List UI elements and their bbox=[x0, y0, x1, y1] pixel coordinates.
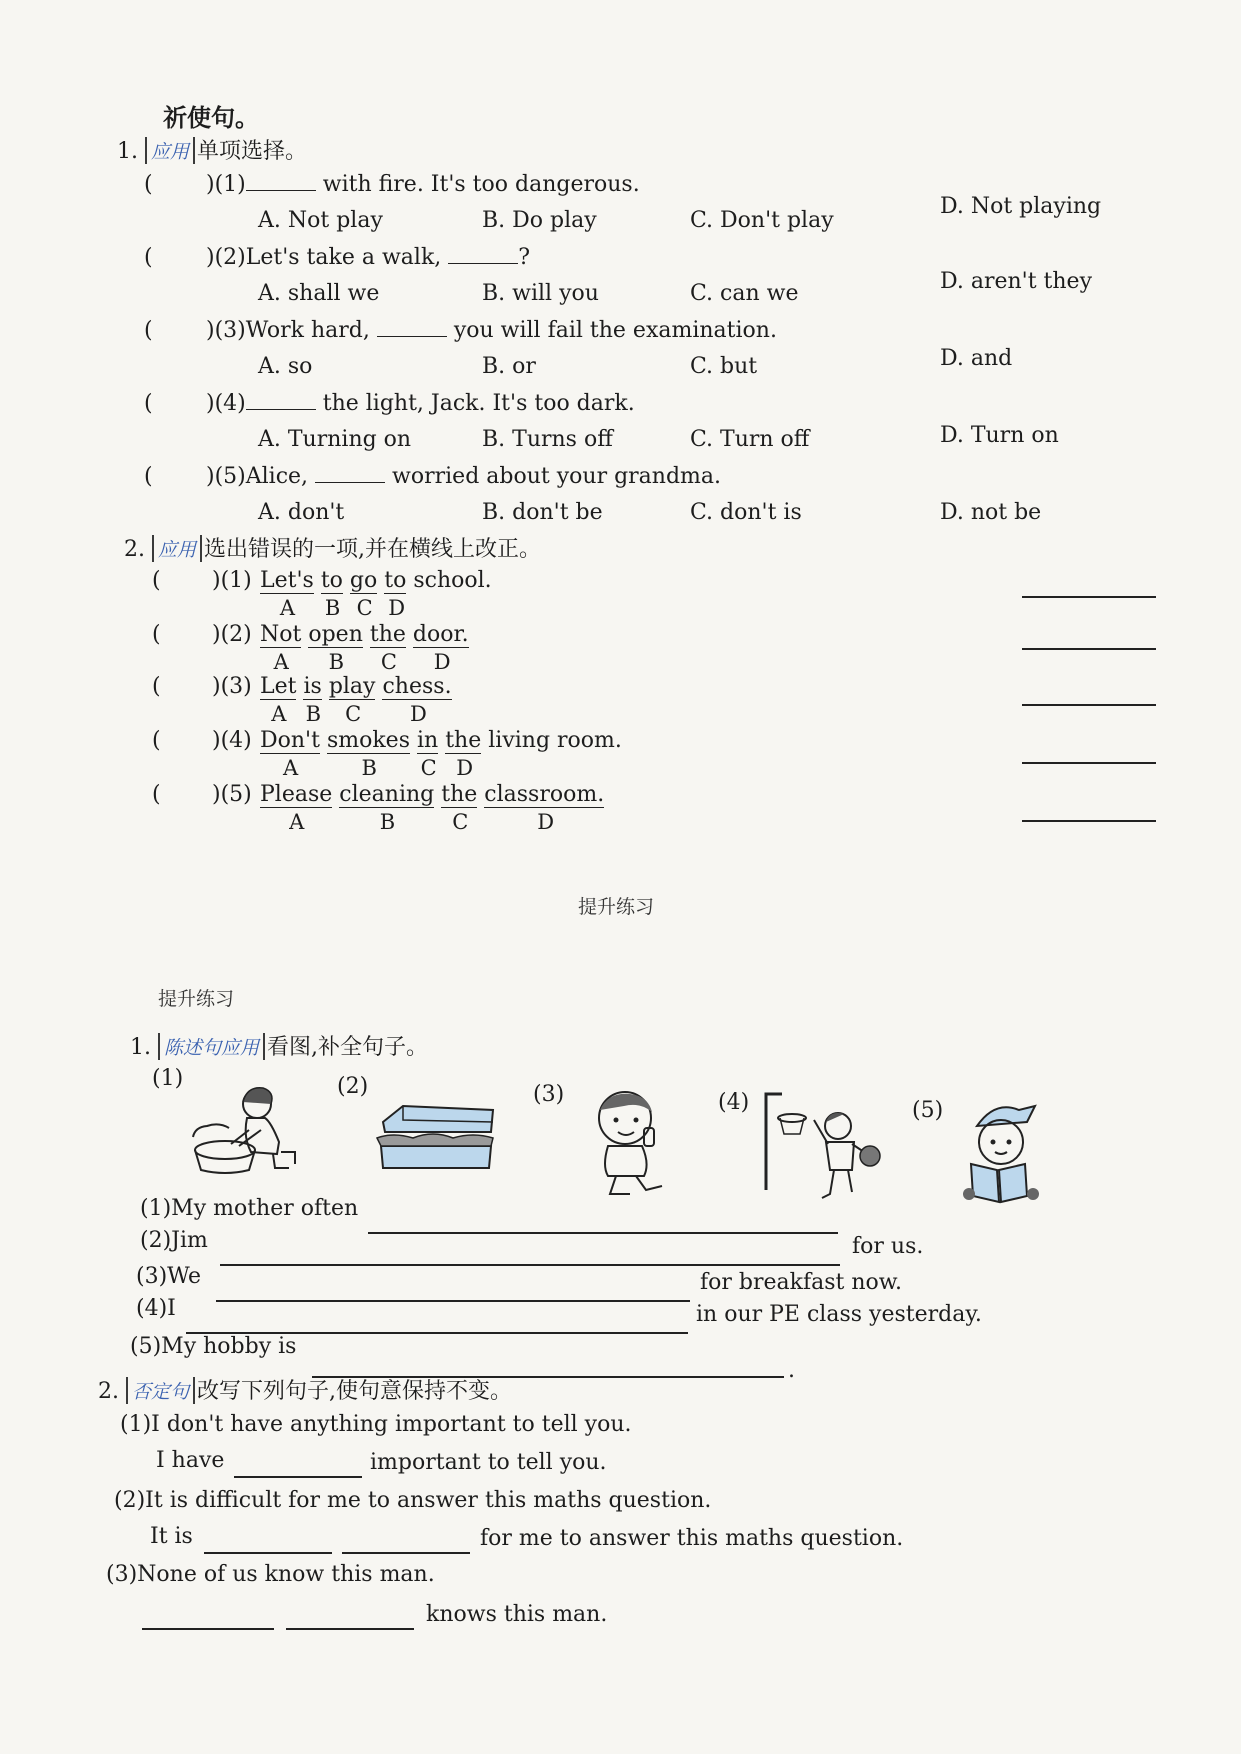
question-instruction: 单项选择。 bbox=[197, 139, 308, 164]
question-text-after: the light, Jack. It's too dark. bbox=[315, 391, 635, 416]
rewrite-blank[interactable] bbox=[204, 1552, 332, 1554]
choice-letter-a: A bbox=[289, 810, 305, 834]
boy-phone-picture bbox=[580, 1086, 680, 1201]
section-title: 提升练习 bbox=[158, 988, 235, 1010]
answer-blank[interactable] bbox=[315, 464, 385, 483]
question-tag: 应用 bbox=[145, 137, 195, 164]
choice-letter-d: D bbox=[456, 756, 474, 780]
question-line bbox=[206, 391, 635, 416]
answer-line[interactable] bbox=[220, 1264, 840, 1266]
question-line bbox=[206, 172, 640, 197]
option-d[interactable]: D. not be bbox=[940, 500, 1042, 525]
question-text-before: Alice, bbox=[245, 464, 316, 489]
question-number-label: )(3) bbox=[206, 318, 246, 343]
question-number: 1. bbox=[117, 139, 138, 164]
underlined-word: Don't bbox=[260, 728, 320, 753]
option-d[interactable]: D. Turn on bbox=[940, 423, 1059, 448]
option-a[interactable]: A. Turning on bbox=[258, 427, 412, 452]
underlined-word: Please bbox=[260, 782, 333, 807]
sentence-prefix: (2)Jim bbox=[140, 1228, 208, 1253]
sentence-word: school. bbox=[413, 568, 492, 593]
question-number-label: )(5) bbox=[212, 782, 252, 807]
option-b[interactable]: B. Do play bbox=[482, 208, 597, 233]
underlined-word: door. bbox=[412, 622, 469, 647]
answer-paren-open[interactable]: ( bbox=[144, 245, 153, 270]
question-tag: 应用 bbox=[152, 535, 202, 562]
option-d[interactable]: D. Not playing bbox=[940, 194, 1102, 219]
question-number: 2. bbox=[124, 537, 145, 562]
underlined-word: the bbox=[445, 728, 482, 753]
choice-letter-d: D bbox=[433, 650, 451, 674]
option-c[interactable]: C. but bbox=[690, 354, 758, 379]
choice-letter-c: C bbox=[356, 596, 373, 620]
sentence-line bbox=[260, 622, 469, 647]
question-number-label: )(2) bbox=[212, 622, 252, 647]
choice-letter-b: B bbox=[361, 756, 377, 780]
option-a[interactable]: A. so bbox=[258, 354, 313, 379]
section-title: 祈使句。 bbox=[163, 103, 259, 132]
question-2-header bbox=[98, 1374, 512, 1405]
underlined-word: to bbox=[384, 568, 407, 593]
correction-answer-line[interactable] bbox=[1022, 704, 1156, 706]
answer-paren-open[interactable]: ( bbox=[144, 172, 153, 197]
option-c[interactable]: C. Don't play bbox=[690, 208, 834, 233]
underlined-word: Let's bbox=[260, 568, 314, 593]
choice-letter-a: A bbox=[273, 650, 289, 674]
boy-reading-picture bbox=[945, 1098, 1050, 1213]
sentence-prefix: (1)My mother often bbox=[140, 1196, 359, 1221]
rewrite-prefix: I have bbox=[156, 1448, 225, 1473]
answer-blank[interactable] bbox=[246, 391, 316, 410]
question-number: 2. bbox=[98, 1379, 119, 1404]
option-a[interactable]: A. Not play bbox=[258, 208, 383, 233]
option-b[interactable]: B. or bbox=[482, 354, 536, 379]
picture-label-5: (5) bbox=[912, 1098, 944, 1123]
rewrite-suffix: important to tell you. bbox=[370, 1450, 607, 1475]
sentence-prefix: (5)My hobby is bbox=[130, 1334, 297, 1359]
answer-paren-open[interactable]: ( bbox=[144, 318, 153, 343]
original-sentence: (2)It is difficult for me to answer this maths question. bbox=[114, 1488, 712, 1513]
question-number: 1. bbox=[130, 1035, 151, 1060]
choice-letter-b: B bbox=[379, 810, 396, 834]
correction-answer-line[interactable] bbox=[1022, 820, 1156, 822]
choice-letter-d: D bbox=[537, 810, 555, 834]
option-b[interactable]: B. will you bbox=[482, 281, 599, 306]
question-text-after: with fire. It's too dangerous. bbox=[315, 172, 640, 197]
choice-letter-a: A bbox=[279, 596, 296, 620]
question-tag: 否定句 bbox=[126, 1377, 195, 1404]
answer-paren-open[interactable]: ( bbox=[152, 728, 161, 753]
question-number-label: )(4) bbox=[212, 728, 252, 753]
question-number-label: )(5) bbox=[206, 464, 246, 489]
sentence-suffix: . bbox=[788, 1358, 795, 1383]
sentence-line bbox=[260, 782, 604, 807]
question-text-before: Let's take a walk, bbox=[245, 245, 449, 270]
correction-answer-line[interactable] bbox=[1022, 762, 1156, 764]
choice-letters-row bbox=[260, 596, 580, 620]
sentence-line bbox=[260, 568, 492, 593]
option-c[interactable]: C. don't is bbox=[690, 500, 802, 525]
underlined-word: in bbox=[417, 728, 439, 753]
sentence-suffix: for breakfast now. bbox=[700, 1270, 902, 1295]
question-instruction: 看图,补全句子。 bbox=[267, 1035, 429, 1060]
sentence-word: living room. bbox=[488, 728, 622, 753]
question-number-label: )(4) bbox=[206, 391, 246, 416]
underlined-word: the bbox=[369, 622, 406, 647]
answer-line[interactable] bbox=[368, 1232, 838, 1234]
choice-letter-c: C bbox=[452, 810, 469, 834]
answer-paren-open[interactable]: ( bbox=[144, 391, 153, 416]
choice-letters-row bbox=[260, 810, 580, 834]
question-number-label: )(1) bbox=[212, 568, 252, 593]
choice-letters-row bbox=[260, 650, 580, 674]
sentence-prefix: (4)I bbox=[136, 1296, 176, 1321]
picture-label-1: (1) bbox=[152, 1066, 184, 1091]
choice-letter-d: D bbox=[410, 702, 427, 726]
underlined-word: to bbox=[320, 568, 343, 593]
rewrite-suffix: knows this man. bbox=[426, 1602, 608, 1627]
question-2-header bbox=[124, 532, 541, 563]
sentence-line bbox=[260, 728, 622, 753]
correction-answer-line[interactable] bbox=[1022, 596, 1156, 598]
picture-label-3: (3) bbox=[533, 1082, 565, 1107]
option-a[interactable]: A. don't bbox=[258, 500, 345, 525]
answer-paren-open[interactable]: ( bbox=[152, 782, 161, 807]
answer-paren-open[interactable]: ( bbox=[152, 568, 161, 593]
underlined-word: cleaning bbox=[339, 782, 435, 807]
question-text-before: Work hard, bbox=[245, 318, 377, 343]
underlined-word: Let bbox=[260, 674, 297, 699]
option-d[interactable]: D. aren't they bbox=[940, 269, 1093, 294]
choice-letter-d: D bbox=[388, 596, 406, 620]
choice-letter-c: C bbox=[380, 650, 397, 674]
answer-blank[interactable] bbox=[377, 318, 447, 337]
choice-letter-b: B bbox=[328, 650, 345, 674]
rewrite-blank[interactable] bbox=[286, 1628, 414, 1630]
answer-paren-open[interactable]: ( bbox=[144, 464, 153, 489]
sentence-line bbox=[260, 674, 452, 699]
question-tag: 陈述句应用 bbox=[158, 1033, 265, 1060]
original-sentence: (1)I don't have anything important to tell you. bbox=[120, 1412, 632, 1437]
sentence-suffix: in our PE class yesterday. bbox=[696, 1302, 982, 1327]
underlined-word: Not bbox=[260, 622, 302, 647]
washing-clothes-picture bbox=[185, 1082, 300, 1177]
choice-letters-row bbox=[260, 756, 580, 780]
answer-line[interactable] bbox=[216, 1300, 690, 1302]
correction-answer-line[interactable] bbox=[1022, 648, 1156, 650]
underlined-word: the bbox=[441, 782, 478, 807]
option-a[interactable]: A. shall we bbox=[258, 281, 380, 306]
underlined-word: is bbox=[303, 674, 322, 699]
option-b[interactable]: B. Turns off bbox=[482, 427, 613, 452]
option-c[interactable]: C. Turn off bbox=[690, 427, 810, 452]
rewrite-blank[interactable] bbox=[342, 1552, 470, 1554]
choice-letter-b: B bbox=[305, 702, 322, 726]
picture-label-4: (4) bbox=[718, 1090, 750, 1115]
answer-blank[interactable] bbox=[448, 245, 518, 264]
question-1-header bbox=[117, 134, 307, 165]
choice-letters-row bbox=[260, 702, 580, 726]
rewrite-suffix: for me to answer this maths question. bbox=[480, 1526, 904, 1551]
rewrite-prefix: It is bbox=[150, 1524, 193, 1549]
choice-letter-a: A bbox=[282, 756, 299, 780]
basketball-picture bbox=[760, 1090, 890, 1210]
underlined-word: go bbox=[349, 568, 378, 593]
rewrite-blank[interactable] bbox=[234, 1476, 362, 1478]
picture-label-2: (2) bbox=[337, 1074, 369, 1099]
sandwich-picture bbox=[373, 1098, 498, 1173]
underlined-word: chess. bbox=[382, 674, 452, 699]
question-text-after: you will fail the examination. bbox=[446, 318, 777, 343]
underlined-word: open bbox=[308, 622, 363, 647]
question-1-header bbox=[130, 1030, 428, 1061]
question-line bbox=[206, 464, 721, 489]
question-number-label: )(2) bbox=[206, 245, 246, 270]
question-instruction: 选出错误的一项,并在横线上改正。 bbox=[204, 537, 542, 562]
choice-letter-c: C bbox=[345, 702, 362, 726]
answer-paren-open[interactable]: ( bbox=[152, 622, 161, 647]
question-instruction: 改写下列句子,使句意保持不变。 bbox=[197, 1379, 513, 1404]
rewrite-blank[interactable] bbox=[142, 1628, 274, 1630]
question-line bbox=[206, 318, 777, 343]
underlined-word: classroom. bbox=[484, 782, 605, 807]
original-sentence: (3)None of us know this man. bbox=[106, 1562, 435, 1587]
question-number-label: )(1) bbox=[206, 172, 246, 197]
question-text-after: worried about your grandma. bbox=[385, 464, 722, 489]
question-text-after: ? bbox=[518, 245, 531, 270]
choice-letter-a: A bbox=[271, 702, 287, 726]
sentence-suffix: for us. bbox=[852, 1234, 924, 1259]
sentence-prefix: (3)We bbox=[136, 1264, 202, 1289]
underlined-word: smokes bbox=[326, 728, 410, 753]
option-d[interactable]: D. and bbox=[940, 346, 1013, 371]
answer-paren-open[interactable]: ( bbox=[152, 674, 161, 699]
option-c[interactable]: C. can we bbox=[690, 281, 799, 306]
section-divider-label: 提升练习 bbox=[578, 896, 655, 918]
question-line bbox=[206, 245, 530, 270]
choice-letter-b: B bbox=[324, 596, 341, 620]
underlined-word: play bbox=[328, 674, 376, 699]
answer-blank[interactable] bbox=[246, 172, 316, 191]
question-number-label: )(3) bbox=[212, 674, 252, 699]
option-b[interactable]: B. don't be bbox=[482, 500, 603, 525]
choice-letter-c: C bbox=[420, 756, 437, 780]
